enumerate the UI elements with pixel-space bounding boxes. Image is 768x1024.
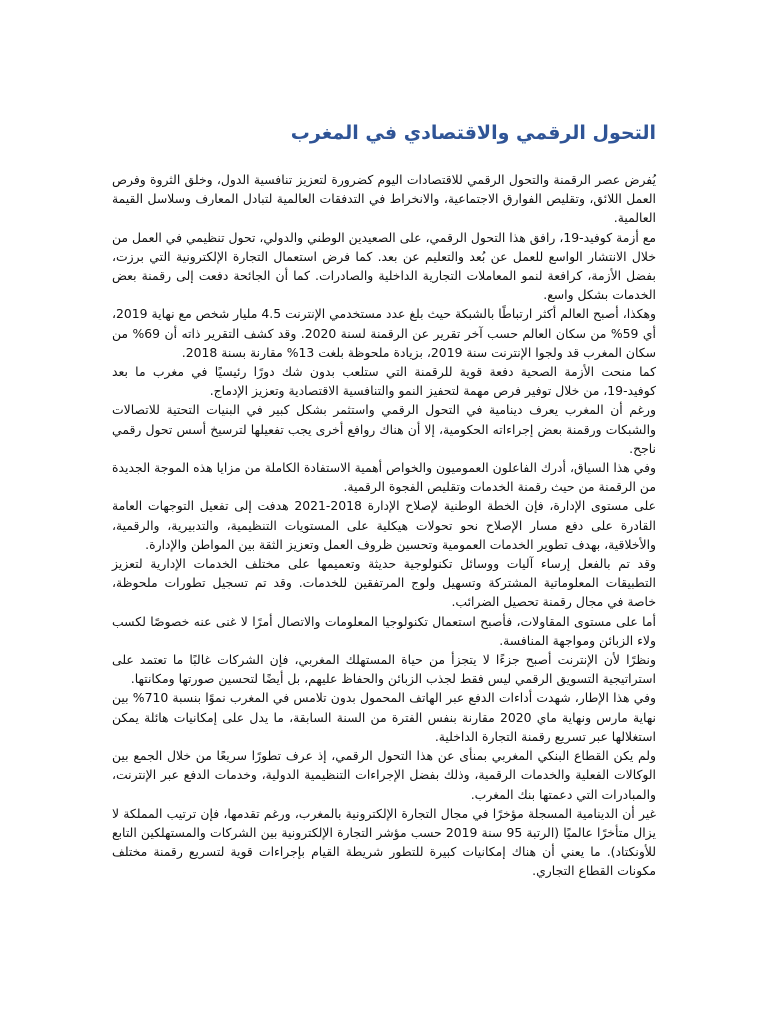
document-page — [112, 118, 656, 881]
document-title: التحول الرقمي والاقتصادي في المغرب — [290, 122, 656, 144]
paragraph: وفي هذا الإطار، شهدت أداءات الدفع عبر الهاتف المحمول بدون تلامس في المغرب نموًا بنسبة 710% بين نهاية مارس ونهاية ماي 2020 مقارنة بنفس الفترة من السنة السابقة، ما يدل على إمكانيات هائلة يمكن استغلالها عبر تسريع رقمنة التجارة الداخلية. — [112, 690, 656, 744]
paragraph: على مستوى الإدارة، فإن الخطة الوطنية لإصلاح الإدارة 2018-2021 هدفت إلى تفعيل التوجهات العامة القادرة على دفع مسار الإصلاح نحو تحولات هيكلية على المستويات التنظيمية، والتدبيرية، والرقمية، والأخلاقية، بهدف تطوير الخدمات العمومية وتحسين ظروف العمل وتعزيز الثقة بين المواطن والإدارة. — [112, 498, 656, 552]
paragraph: ولم يكن القطاع البنكي المغربي بمنأى عن هذا التحول الرقمي، إذ عرف تطورًا سريعًا من خلال الجمع بين الوكالات الفعلية والخدمات الرقمية، وذلك بفضل الإجراءات التنظيمية الدولية، وخدمات الدفع عبر الإنترنت، والمبادرات التي دعمتها بنك المغرب. — [112, 748, 656, 802]
paragraph: ونظرًا لأن الإنترنت أصبح جزءًا لا يتجزأ من حياة المستهلك المغربي، فإن الشركات غالبًا ما تعتمد على استراتيجية التسويق الرقمي ليس فقط لجذب الزبائن والحفاظ عليهم، بل أيضًا لتحسين صورتها ومكانتها. — [112, 652, 656, 687]
paragraph: غير أن الدينامية المسجلة مؤخرًا في مجال التجارة الإلكترونية بالمغرب، ورغم تقدمها، فإن ترتيب المملكة لا يزال متأخرًا عالميًا (الرتبة 95 سنة 2019 حسب مؤشر التجارة الإلكترونية بين الشركات والمستهلكين التابع للأونكتاد). ما يعني أن هناك إمكانيات كبيرة للتطور شريطة القيام بإجراءات قوية لتسريع رقمنة مختلف مكونات القطاع التجاري. — [112, 805, 656, 879]
paragraph: وفي هذا السياق، أدرك الفاعلون العموميون والخواص أهمية الاستفادة الكاملة من مزايا هذه الموجة الجديدة من الرقمنة من حيث رقمنة الخدمات وتقليص الفجوة الرقمية. — [112, 460, 656, 495]
document-body — [112, 170, 656, 881]
paragraph: وقد تم بالفعل إرساء آليات ووسائل تكنولوجية حديثة وتعميمها على مختلف الخدمات الإدارية لتعزيز التطبيقات المعلوماتية المشتركة وتسهيل ولوج المرتفقين للخدمات. وقد تم تسجيل تطورات ملحوظة، خاصة في مجال رقمنة تحصيل الضرائب. — [112, 556, 656, 610]
paragraph: كما منحت الأزمة الصحية دفعة قوية للرقمنة التي ستلعب بدون شك دورًا رئيسيًا في مغرب ما بعد كوفيد-19، من خلال توفير فرص مهمة لتحفيز النمو والتنافسية الاقتصادية وتعزيز الإدماج. — [112, 364, 656, 399]
paragraph: مع أزمة كوفيد-19، رافق هذا التحول الرقمي، على الصعيدين الوطني والدولي، تحول تنظيمي في العمل من خلال الانتشار الواسع للعمل عن بُعد والتعليم عن بعد. كما فرض استعمال التجارة الإلكترونية التي برزت، بفضل الأزمة، كرافعة لنمو المعاملات التجارية الداخلية والصادرات. كما أن الجائحة دفعت إلى رقمنة بعض الخدمات بشكل واسع. — [112, 229, 656, 303]
paragraph: ورغم أن المغرب يعرف دينامية في التحول الرقمي واستثمر بشكل كبير في البنيات التحتية للاتصالات والشبكات ورقمنة بعض إجراءاته الحكومية، إلا أن هناك روافع أخرى يجب تفعيلها لترسيخ أسس تحول رقمي ناجح. — [112, 402, 656, 456]
paragraph: وهكذا، أصبح العالم أكثر ارتباطًا بالشبكة حيث بلغ عدد مستخدمي الإنترنت 4.5 مليار شخص مع نهاية 2019، أي 59% من سكان العالم حسب آخر تقرير عن الرقمنة لسنة 2020. وقد كشف التقرير ذاته أن 69% من سكان المغرب قد ولجوا الإنترنت سنة 2019، بزيادة ملحوظة بلغت 13% مقارنة بسنة 2018. — [112, 306, 657, 360]
paragraph: يُفرض عصر الرقمنة والتحول الرقمي للاقتصادات اليوم كضرورة لتعزيز تنافسية الدول، وخلق الثروة وفرص العمل اللائق، وتقليص الفوارق الاجتماعية، والانخراط في التدفقات العالمية لتبادل المعارف وسلاسل القيمة العالمية. — [112, 172, 656, 226]
paragraph: أما على مستوى المقاولات، فأصبح استعمال تكنولوجيا المعلومات والاتصال أمرًا لا غنى عنه خصوصًا لكسب ولاء الزبائن ومواجهة المنافسة. — [112, 613, 656, 648]
